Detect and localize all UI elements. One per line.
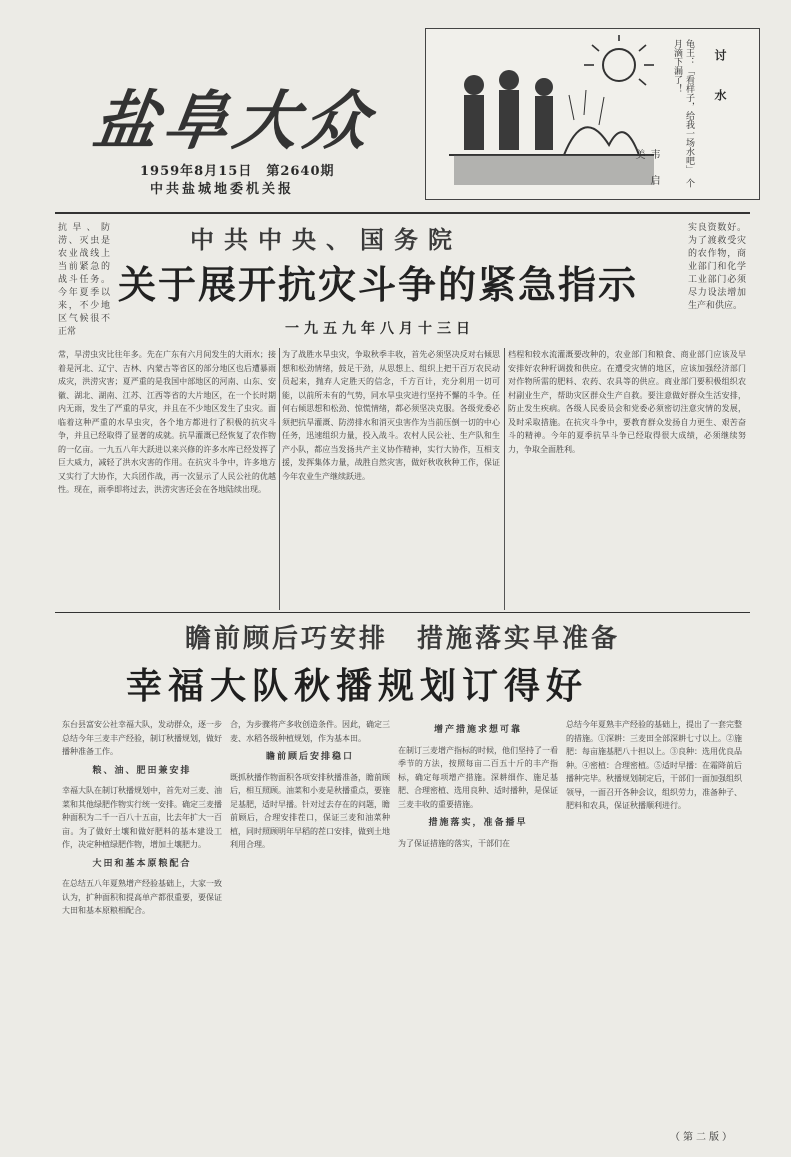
masthead-rule <box>55 212 750 214</box>
issue-date: 1959年8月15日 第2640期 <box>140 164 335 179</box>
second-col2 <box>230 718 390 1118</box>
section-rule <box>55 612 750 613</box>
second-col4-body: 总结今年夏熟丰产经验的基础上，提出了一套完整的措施。①深耕：三麦田全部深耕七寸以上。②施肥：每亩施基肥八十担以上。③良种：选用优良品种。④密植：合理密植。⑤适时早播：在霜降前后播种完毕。秋播规划制定后，干部们一面加强组织领导，一面召开各种会议，组织劳力，准备种子、肥料和农具，保证秋播顺利进行。 <box>566 720 742 810</box>
second-col1-intro: 东台县富安公社幸福大队，发动群众，逐一步总结今年三麦丰产经验，制订秋播规划，做好播种准备工作。 <box>62 720 222 756</box>
cartoon-author: 韦 启 美 <box>633 149 659 201</box>
second-col3-body2: 为了保证措施的落实，干部们在 <box>398 838 510 848</box>
lead-side-right: 实良资数好。为了渡救受灾的农作物，商业部门和化学工业部门必须尽力设法增加生产和供应。 <box>688 223 746 311</box>
publisher: 中共盐城地委机关报 <box>150 182 295 197</box>
column-divider <box>279 348 280 610</box>
cartoon-title: 讨 水 <box>713 49 727 109</box>
second-col1-body2: 在总结五八年夏熟增产经验基础上，大家一致认为，扩种面积和提高单产都很重要，要保证大田和基本原粮相配合。 <box>62 879 222 915</box>
cartoon-illustration <box>434 35 664 195</box>
second-col1 <box>62 718 222 1118</box>
second-col3 <box>398 718 558 1118</box>
lead-dateline: 一九五九年八月十三日 <box>285 321 475 337</box>
lead-headline: 关于展开抗灾斗争的紧急指示 <box>118 262 639 307</box>
page-number: （第二版） <box>670 1132 735 1143</box>
second-col4 <box>566 718 742 1118</box>
second-col1-subhead2: 大田和基本原粮配合 <box>92 858 192 869</box>
masthead-title: 盐阜大众 <box>88 84 380 159</box>
cartoon-box <box>425 28 760 200</box>
second-col3-body: 在制订三麦增产指标的时候，他们坚持了一看季节的方法，按照每亩二百五十斤的丰产指标，确定每项增产措施。深耕细作、施足基肥、合理密植、选用良种、适时播种，是保证三麦丰收的重要措施。 <box>398 745 558 809</box>
lead-side-left: 抗旱、防涝、灭虫是农业战线上当前紧急的战斗任务。今年夏季以来，不少地区气候很不正常 <box>58 223 110 337</box>
second-col2-intro: 合，为步骤将产多收创造条件。因此，确定三麦、水稻各级种植规划，作为基本田。 <box>230 720 390 743</box>
second-col2-body: 既抓秋播作物面积各项安排秋播准备，瞻前顾后，相互照顾。油菜和小麦是秋播重点，要施足基肥，适时早播。针对过去存在的问题，瞻前顾后，合理安排茬口，保证三麦和油菜种植，同时照顾明年早稻的茬口安排，做到土地利用合理。 <box>230 772 390 849</box>
second-col2-subhead: 瞻前顾后安排稳口 <box>265 752 354 762</box>
column-divider <box>504 348 505 610</box>
second-col3-subhead: 增产措施求想可靠 <box>433 725 522 735</box>
second-col1-subhead: 粮、油、肥田兼安排 <box>92 765 192 776</box>
second-headline: 幸福大队秋播规划订得好 <box>126 665 589 707</box>
lead-body-col1: 常，旱涝虫灾比往年多。先在广东有六月间发生的大雨水；接着是河北、辽宁、吉林、内蒙古等省区的部分地区也后遭暴雨成灾，洪涝灾害；夏严重的是我国中部地区的河南、山东、安徽、湖北、湖南、江苏、江西等省的大片地区，在一个长时期内无雨，发生了严重的旱灾，并且在不少地区发生了虫灾。面临着这种严重的水旱虫灾，各个地方都进行了积极的抗灾斗争，并且已经取得了显著的成就。抗旱灌溉已经恢复了农作物的一亿亩。一九五八年大跃进以来兴修的许多水库已经发挥了巨大威力，减轻了洪水灾害的作用。在抗灾斗争中，许多地方又实行了大协作，大兵团作战，再一次显示了人民公社的优越性。现在，雨季即将过去，洪涝灾害还会在各地陆续出现。 <box>58 350 276 494</box>
lead-body-col3: 档程和较水流灌溉要改种的，农业部门和粮食、商业部门应该及早安排好农种籽调拨和供应。在遭受灾情的地区，应该加强经济部门对作物所需的肥料、农药、农具等的供应。商业部门要积极组织农村副业生产，帮助灾区群众生产自救。要注意做好群众生活安排，防止发生疾病。各级人民委员会和党委必须密切注意灾情的发展，及时采取措施。在抗灾斗争中，要教育群众发扬自力更生、艰苦奋斗的精神。今年的夏季抗旱斗争已经取得很大成绩，必须继续努力，争取全面胜利。 <box>508 350 746 454</box>
lead-body-col2: 为了战胜水旱虫灾，争取秋季丰收，首先必须坚决反对右倾思想和松劲情绪，鼓足干劲，从思想上、组织上把干百万农民动员起来，抛弃人定胜天的信念，千方百计，充分利用一切可能，以前所未有的气势，同水旱虫灾进行坚持不懈的斗争。任何右倾思想和松劲、惊慌情绪，都必须坚决克服。各级党委必须把抗旱灌溉、防涝排水和消灭虫害作为当前压倒一切的中心任务，迅速组织力量，投入战斗。农村人民公社、生产队和生产小队，都应当发扬共产主义协作精神，实行大协作，互相支援，发挥集体力量，战胜自然灾害，做好秋收秋种工作，保证今年农业生产继续跃进。 <box>282 350 500 481</box>
second-kicker: 瞻前顾后巧安排 措施落实早准备 <box>185 624 621 654</box>
lead-kicker: 中共中央、国务院 <box>190 225 462 254</box>
second-col3-subhead2: 措施落实，准备播早 <box>428 818 528 828</box>
second-col1-body: 幸福大队在制订秋播规划中，首先对三麦、油菜和其他绿肥作物实行统一安排。确定三麦播种面积为二千一百八十五亩，比去年扩大一百亩。为了做好土壤和做好肥料的基本建设工作，决定种植绿肥作物，增加土壤肥力。 <box>62 786 222 849</box>
cartoon-caption: 龟王：「看样子，给我一场水吧」 个月滴下漏了！ <box>672 39 694 188</box>
